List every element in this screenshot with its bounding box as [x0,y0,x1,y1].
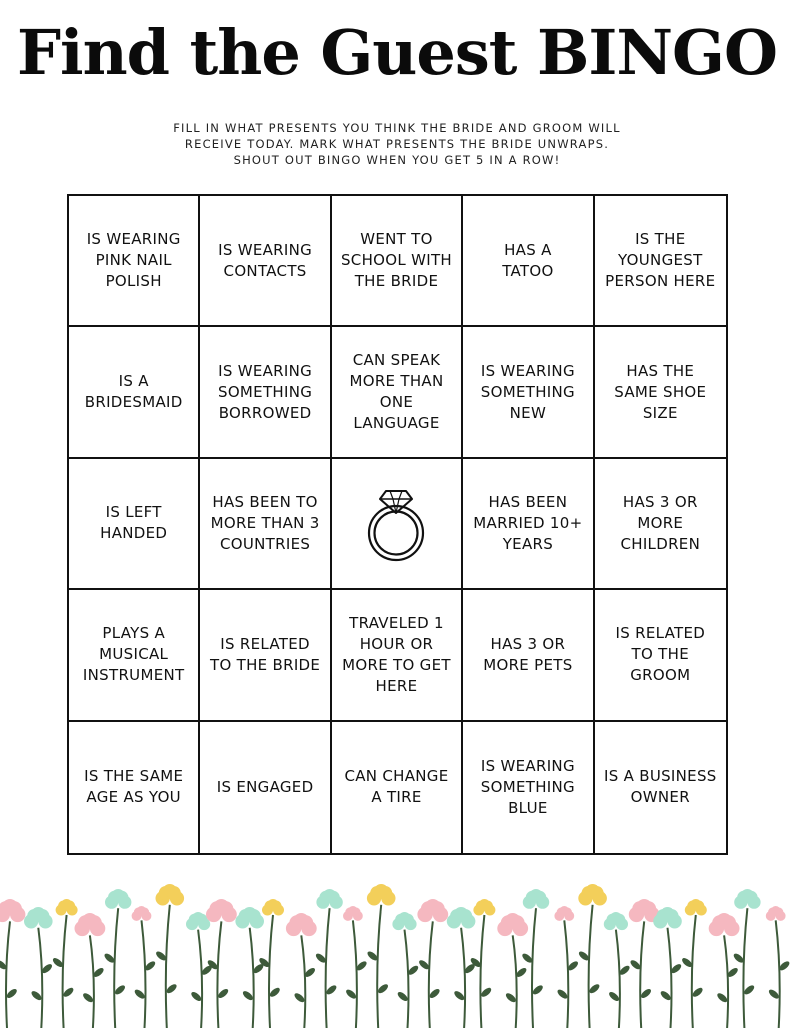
bingo-cell[interactable]: PLAYS A MUSICAL INSTRUMENT [69,590,200,721]
flower-icon [103,889,131,1028]
flower-icon [521,889,549,1028]
flower-icon [447,907,477,1028]
flower-icon [343,906,368,1028]
instructions [120,120,674,168]
flower-icon [766,906,791,1028]
flower-icon [366,884,396,1028]
flower-icon [497,913,528,1028]
bingo-free-space[interactable] [332,459,463,590]
bingo-cell[interactable]: IS ENGAGED [200,722,331,853]
instructions-line: FILL IN WHAT PRESENTS YOU THINK THE BRIDE AND GROOM WILL [173,121,621,135]
flower-icon [132,906,157,1028]
flower-border [0,875,794,1028]
page-title: Find the Guest BINGO [17,16,777,89]
bingo-cell[interactable]: IS WEARING CONTACTS [200,196,331,327]
instructions-line: RECEIVE TODAY. MARK WHAT PRESENTS THE BRIDE UNWRAPS. [184,137,610,151]
bingo-cell[interactable]: HAS BEEN TO MORE THAN 3 COUNTRIES [200,459,331,590]
flower-icon [314,889,342,1028]
bingo-cell[interactable]: IS RELATED TO THE BRIDE [200,590,331,721]
flower-icon [235,907,265,1028]
bingo-cell[interactable]: IS WEARING SOMETHING BORROWED [200,327,331,458]
bingo-cell[interactable]: IS WEARING PINK NAIL POLISH [69,196,200,327]
bingo-cell[interactable]: IS RELATED TO THE GROOM [595,590,726,721]
bingo-cell[interactable]: IS WEARING SOMETHING BLUE [463,722,594,853]
flower-icon [577,884,607,1028]
flower-icon [286,913,317,1028]
bingo-cell[interactable]: CAN CHANGE A TIRE [332,722,463,853]
bingo-cell[interactable]: IS A BUSINESS OWNER [603,767,717,807]
bingo-cell[interactable]: HAS BEEN MARRIED 10+ YEARS [463,459,594,590]
flower-icon [206,899,237,1028]
flower-icon [653,907,683,1028]
flower-icon [554,906,579,1028]
bingo-cell[interactable]: IS THE YOUNGEST PERSON HERE [595,196,726,327]
flower-icon [186,912,213,1028]
instructions-line: SHOUT OUT BINGO WHEN YOU GET 5 IN A ROW! [233,153,561,167]
bingo-cell[interactable]: IS A BRIDESMAID [69,327,200,458]
bingo-cell[interactable]: IS LEFT HANDED [69,459,200,590]
bingo-cell[interactable]: HAS A TATOO [463,196,594,327]
flower-icon [155,884,185,1028]
flower-icon [732,889,760,1028]
flower-icon [392,912,419,1028]
bingo-cell[interactable]: HAS THE SAME SHOE SIZE [595,327,726,458]
diamond-ring-icon [356,483,436,563]
bingo-grid [67,194,728,855]
bingo-cell[interactable]: TRAVELED 1 HOUR OR MORE TO GET HERE [332,590,463,721]
flower-icon [51,899,77,1028]
flower-icon [709,913,740,1028]
flower-icon [24,907,54,1028]
bingo-cell[interactable]: IS WEARING SOMETHING NEW [463,327,594,458]
bingo-cell[interactable]: HAS 3 OR MORE PETS [463,590,594,721]
flower-icon [0,899,25,1028]
flower-icon [681,899,707,1028]
bingo-cell[interactable]: CAN SPEAK MORE THAN ONE LANGUAGE [332,327,463,458]
flower-icon [604,912,631,1028]
bingo-cell[interactable]: IS THE SAME AGE AS YOU [69,722,200,853]
flower-icon [75,913,106,1028]
flower-icon [417,899,448,1028]
bingo-cell[interactable]: WENT TO SCHOOL WITH THE BRIDE [332,196,463,327]
bingo-cell[interactable]: HAS 3 OR MORE CHILDREN [595,459,726,590]
